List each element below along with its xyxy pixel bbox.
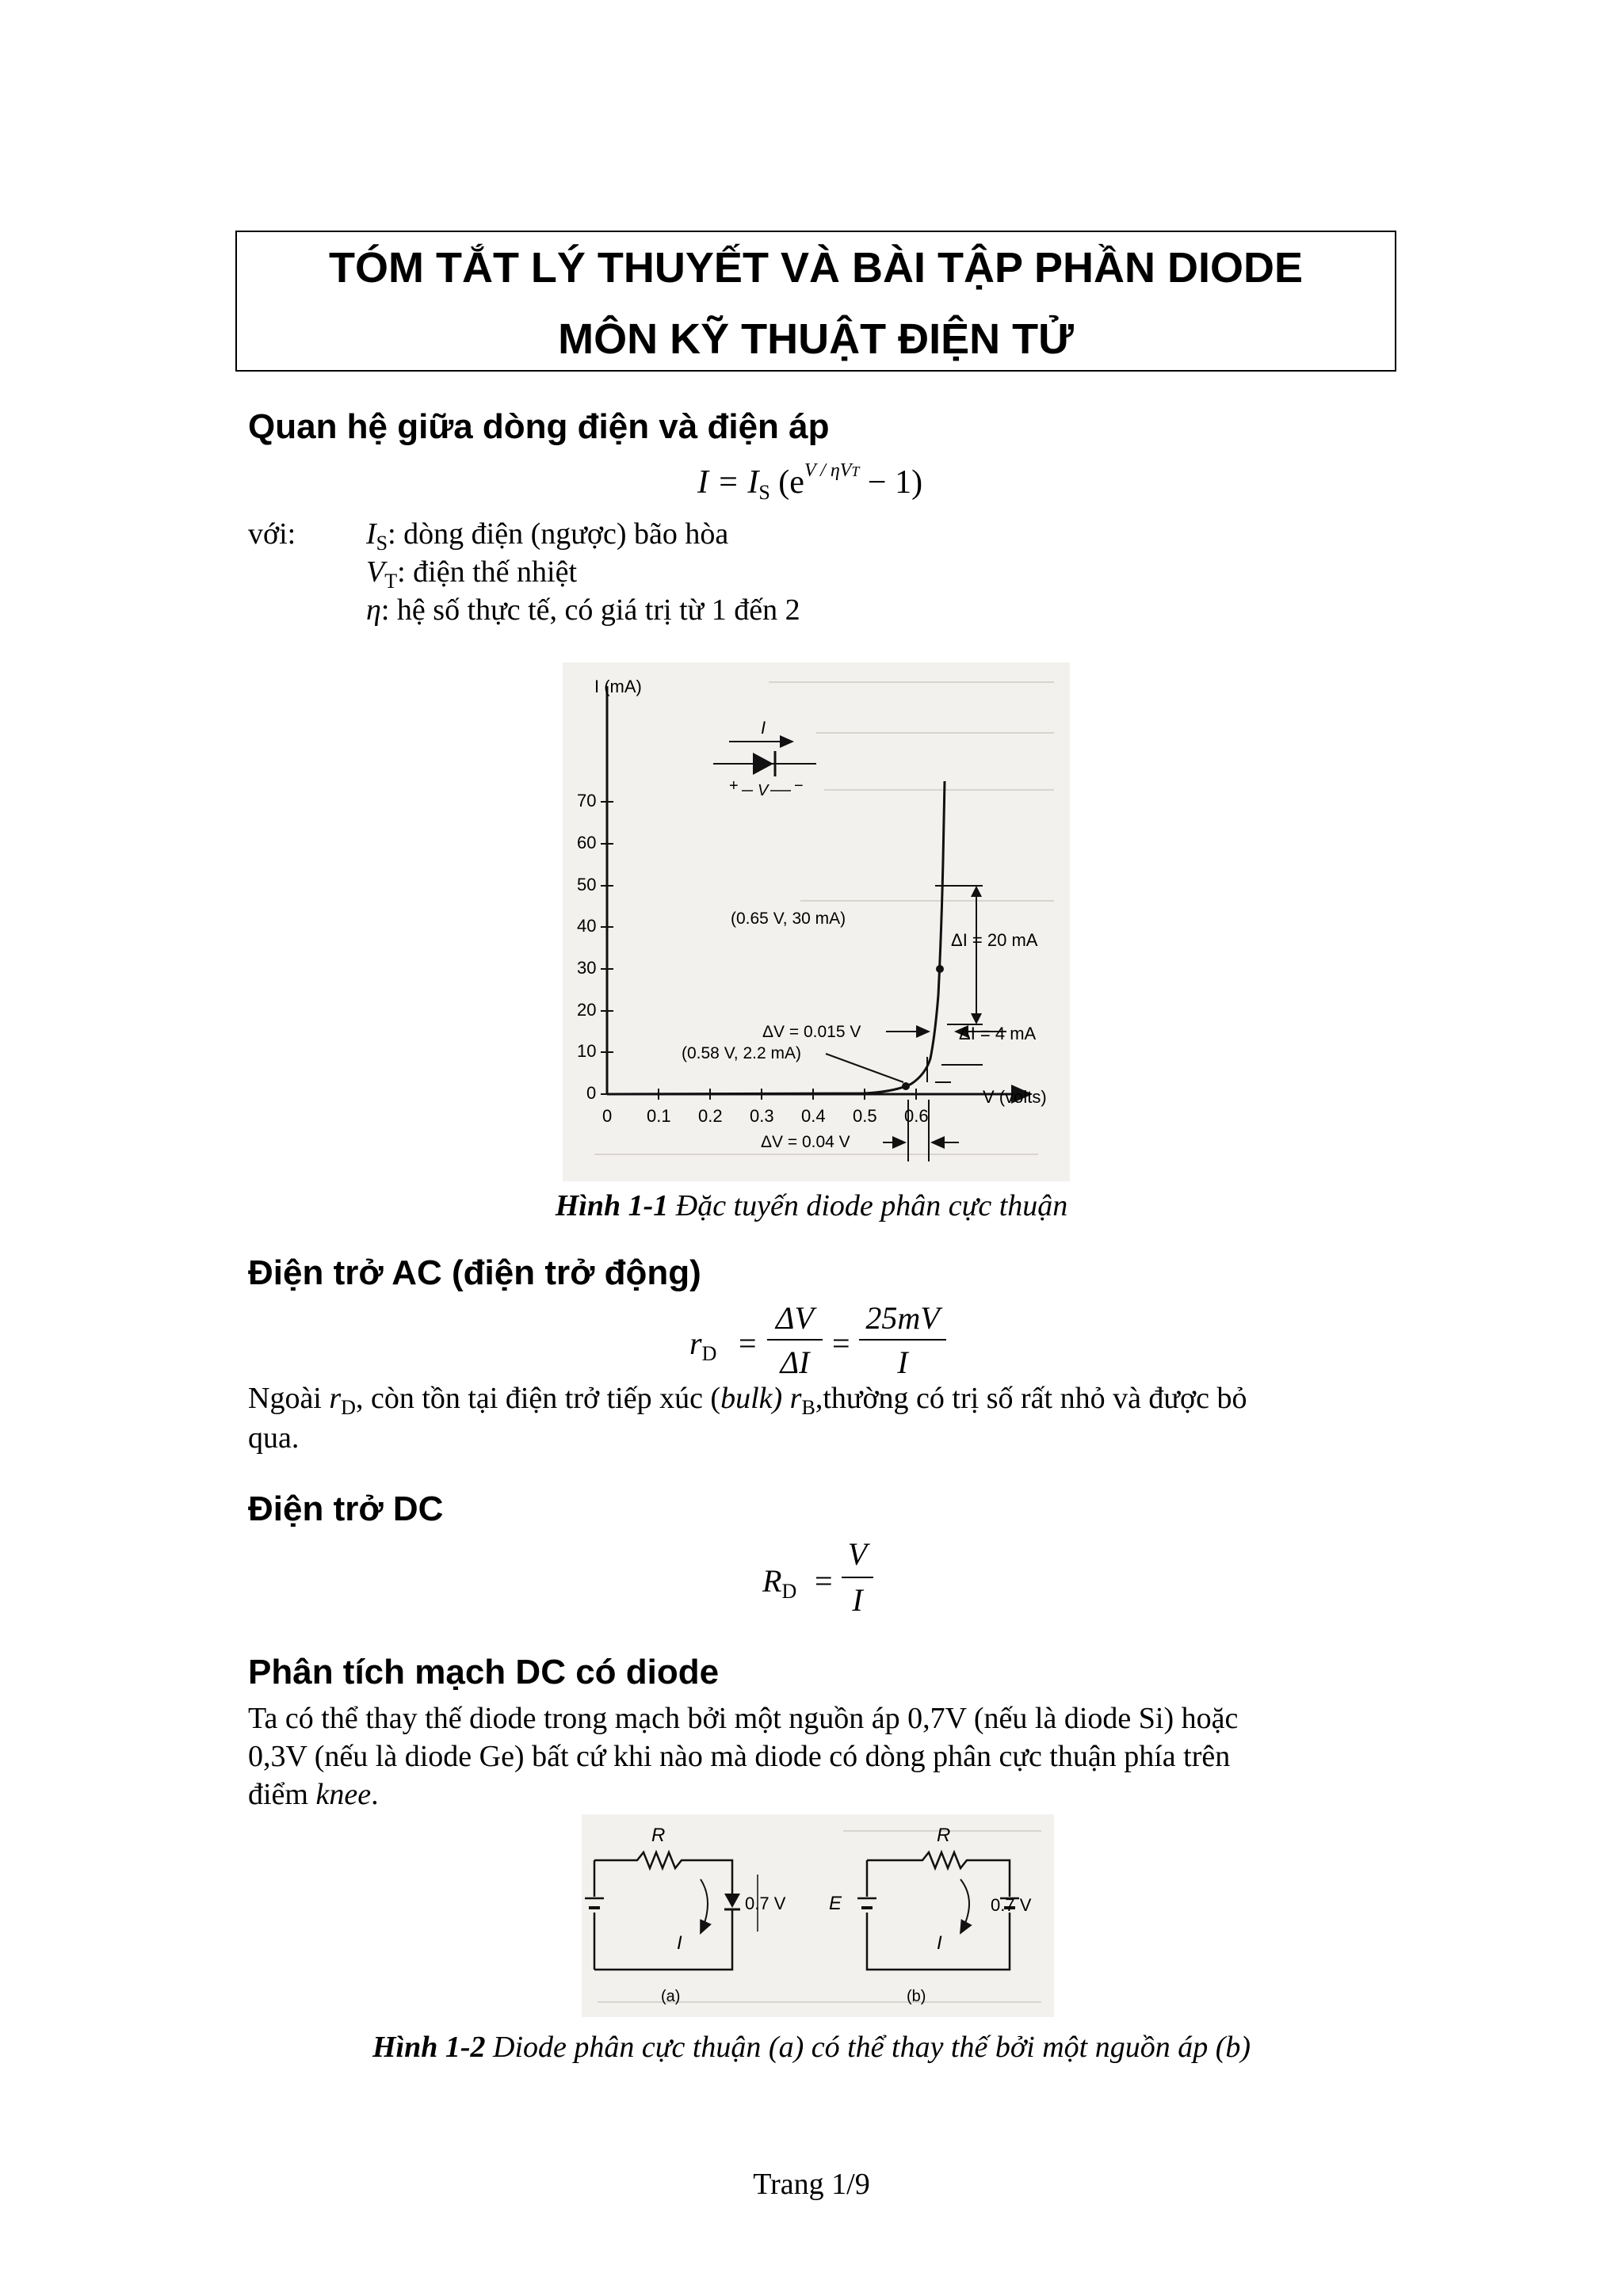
ac-resistance-formula: $r_D$ = ΔV ΔI = 25mV I	[689, 1299, 975, 1379]
circuit-a-i-label: I	[677, 1932, 682, 1954]
def-is: $I_S$: dòng điện (ngược) bão hòa	[366, 517, 729, 555]
figure-2-caption: Hình 1-2 Diode phân cực thuận (a) có thể thay thế bởi một nguồn áp (b)	[372, 2031, 1251, 2064]
label-delta-i-20: ΔI = 20 mA	[951, 930, 1038, 950]
y-axis-label: I (mA)	[594, 677, 642, 696]
inset-minus: −	[794, 777, 804, 795]
x-axis-label: V (volts)	[983, 1087, 1047, 1107]
x-tick-0.6: 0.6	[904, 1106, 929, 1126]
inset-voltage-label: V	[758, 782, 769, 799]
y-tick-30: 30	[577, 958, 597, 978]
y-tick-60: 60	[577, 833, 597, 852]
y-tick-10: 10	[577, 1041, 597, 1061]
circuit-a-tag: (a)	[661, 1988, 681, 2005]
diode-iv-figure	[563, 662, 1070, 1181]
y-tick-0: 0	[586, 1083, 597, 1103]
with-label: với:	[248, 517, 296, 551]
def-vt: $V_T$: điện thế nhiệt	[366, 555, 577, 593]
x-tick-0.2: 0.2	[698, 1106, 723, 1126]
dc-resistance-formula: $R_D$ = V I	[762, 1535, 881, 1623]
circuit-a	[585, 1825, 786, 2005]
title-box	[235, 231, 1396, 372]
dc-analysis-line-2: 0,3V (nếu là diode Ge) bất cứ khi nào mà diode có dòng phân cực thuận phía trên	[248, 1740, 1231, 1773]
label-delta-v-004: ΔV = 0.04 V	[761, 1133, 850, 1151]
diode-symbol-inset	[713, 718, 816, 799]
x-tick-0.4: 0.4	[801, 1106, 826, 1126]
circuit-svg	[582, 1814, 1054, 2017]
circuit-b	[829, 1825, 1032, 2005]
circuit-b-i-label: I	[937, 1932, 942, 1954]
section-heading-ac-resistance: Điện trở AC (điện trở động)	[248, 1253, 701, 1292]
x-tick-0: 0	[602, 1106, 613, 1126]
section-heading-dc-circuit-analysis: Phân tích mạch DC có diode	[248, 1653, 720, 1691]
x-tick-0.3: 0.3	[750, 1106, 774, 1126]
x-tick-0.1: 0.1	[647, 1106, 671, 1126]
section-heading-iv-relation: Quan hệ giữa dòng điện và điện áp	[248, 407, 830, 446]
label-delta-i-4: ΔI = 4 mA	[959, 1024, 1037, 1043]
point-058v-22ma	[902, 1082, 910, 1090]
circuit-a-v-label: 0.7 V	[745, 1894, 786, 1913]
bulk-resistance-paragraph: Ngoài $r_D$, còn tồn tại điện trở tiếp xúc (bulk) $r_B,thường$ có trị số rất nhỏ và được bỏ	[248, 1382, 1247, 1419]
y-tick-40: 40	[577, 916, 597, 936]
x-tick-0.5: 0.5	[853, 1106, 877, 1126]
y-tick-70: 70	[577, 791, 597, 810]
point-065v-30ma	[936, 965, 944, 973]
label-point-2: (0.58 V, 2.2 mA)	[682, 1044, 801, 1062]
y-tick-50: 50	[577, 875, 597, 894]
circuit-b-r-label: R	[937, 1825, 951, 1846]
label-point-1: (0.65 V, 30 mA)	[731, 910, 846, 928]
iv-chart-svg	[563, 662, 1070, 1181]
inset-current-label: I	[761, 718, 766, 738]
section-heading-dc-resistance: Điện trở DC	[248, 1489, 444, 1528]
y-tick-20: 20	[577, 1000, 597, 1020]
bulk-resistance-paragraph-line2: qua.	[248, 1421, 300, 1455]
def-eta: η: hệ số thực tế, có giá trị từ 1 đến 2	[366, 593, 800, 627]
page-number: Trang 1/9	[753, 2168, 870, 2201]
circuit-b-v-label: 0.7 V	[991, 1895, 1032, 1915]
diode-circuit-figure	[582, 1814, 1054, 2017]
dc-analysis-line-1: Ta có thể thay thế diode trong mạch bởi một nguồn áp 0,7V (nếu là diode Si) hoặc	[248, 1702, 1239, 1735]
title-line-2: MÔN KỸ THUẬT ĐIỆN TỬ	[558, 315, 1074, 363]
dc-analysis-line-3: điểm knee.	[248, 1778, 379, 1811]
title-line-1: TÓM TẮT LÝ THUYẾT VÀ BÀI TẬP PHẦN DIODE	[328, 244, 1304, 292]
circuit-b-tag: (b)	[907, 1988, 926, 2005]
shockley-equation: $I = I_S$ $(e^{V / \eta VT} - 1)$	[697, 460, 923, 504]
label-delta-v-0015: ΔV = 0.015 V	[762, 1023, 861, 1041]
figure-1-caption: Hình 1-1 Đặc tuyến diode phân cực thuận	[555, 1189, 1068, 1222]
circuit-a-r-label: R	[651, 1825, 666, 1846]
circuit-b-e-label: E	[829, 1893, 842, 1914]
inset-plus: +	[729, 777, 739, 795]
